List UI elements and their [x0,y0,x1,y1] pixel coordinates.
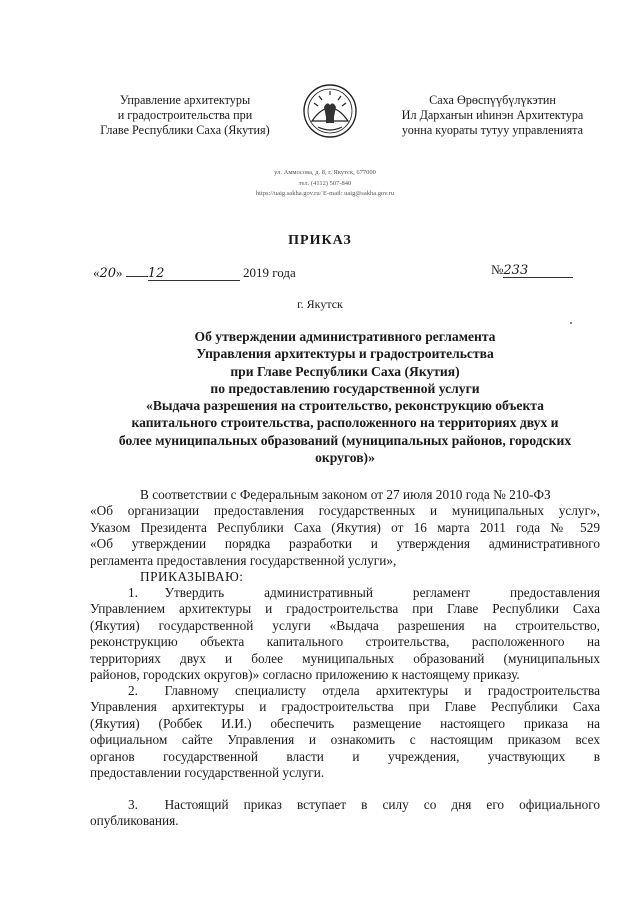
order-date: «20» 12 2019 года [93,262,296,281]
order-number [491,262,573,278]
contact-web: https://uaig.sakha.gov.ru/ E-mail: uaig@sakha.gov.ru [255,190,395,197]
order-year: 2019 года [243,265,296,280]
item-line: реконструкцию объекта капитального строительства, расположенного на [90,634,600,650]
header-left-line: Главе Республики Саха (Якутия) [100,123,270,137]
preamble-line: «Об утверждении порядка разработки и утверждения административного [90,536,600,552]
title-line: при Главе Республики Саха (Якутия) [230,363,460,379]
header-left-line: и градостроительства при [117,108,253,122]
document-title [80,328,610,466]
item-line: 3. Настоящий приказ вступает в силу со дня его официального [128,797,600,812]
item-line: Управления архитектуры и градостроительства при Главе Республики Саха [90,699,600,715]
header-left-line: Управление архитектуры [119,93,251,107]
item-number: 2. [128,683,138,698]
title-line: Управления архитектуры и градостроительства [196,346,494,362]
contact-address: ул. Аммосова, д. 8, г. Якутск, 677000 [274,169,376,176]
order-month: 12 [148,266,240,281]
item-line: территориях двух и более муниципальных образований (муниципальных [90,650,600,666]
item-line: Управлением архитектуры и градостроительства при Главе Республики Саха [90,601,600,617]
item-line: предоставлении государственной услуги. [90,765,325,781]
header-right-line: Ил Дархаҥын иһинэн Архитектура [401,108,584,122]
order-item-1 [90,585,600,683]
item-line: (Якутия) государственной услуги «Выдача разрешения на строительство, [90,617,600,633]
item-number: 1. [128,585,138,600]
order-item-3 [90,797,600,830]
contact-block [200,168,450,200]
preamble [90,487,600,585]
item-line: районов, городских округов)» согласно приложению к настоящему приказу. [90,667,520,683]
title-line: более муниципальных образований (муниципальных районов, городских [118,432,572,448]
order-city: г. Якутск [297,297,343,311]
order-title: ПРИКАЗ [288,233,352,248]
title-line: капитального строительства, расположенного на территориях двух и [131,415,559,431]
title-line: округов)» [315,450,375,466]
preamble-line: Указом Президента Республики Саха (Якутия) от 16 марта 2011 года № 529 [90,519,600,535]
header-right-line: Саха Өрөспүүбүлүкэтин [429,93,556,107]
header-left-org-name [80,93,290,138]
title-line: Об утверждении административного регламента [194,329,496,344]
order-day: 20 [99,266,117,281]
item-line: опубликования. [90,813,179,829]
order-number-value: 233 [503,263,573,278]
header-right-line: уонна куораты тутуу управленията [401,123,584,137]
decree-word: ПРИКАЗЫВАЮ: [140,569,244,585]
item-line: 1. Утвердить административный регламент предоставления [128,585,600,600]
contact-phone: тел. (4112) 507-840 [298,179,352,187]
preamble-line: регламента предоставления государственной услуги», [90,552,397,568]
order-item-2 [90,683,600,781]
order-number-label: № [491,262,504,277]
item-number: 3. [128,797,138,812]
header-right-org-name [380,93,605,138]
item-line: 2. Главному специалисту отдела архитектуры и градостроительства [128,683,600,698]
preamble-line: В соответствии с Федеральным законом от 27 июля 2010 года № 210-ФЗ [140,487,551,502]
title-line: по предоставлению государственной услуги [210,380,480,396]
preamble-line: «Об организации предоставления государственных и муниципальных услуг», [90,503,600,519]
item-line: (Якутия) (Роббек И.И.) обеспечить размещение настоящего приказа на [90,715,600,731]
item-line: органов государственной власти и учреждения, участвующих в [90,748,600,764]
title-line: «Выдача разрешения на строительство, реконструкцию объекта [146,398,544,414]
coat-of-arms-emblem [302,83,358,139]
stray-mark [570,322,572,324]
item-line: официальном сайте Управления и ознакомить с настоящим приказом всех [90,732,600,748]
